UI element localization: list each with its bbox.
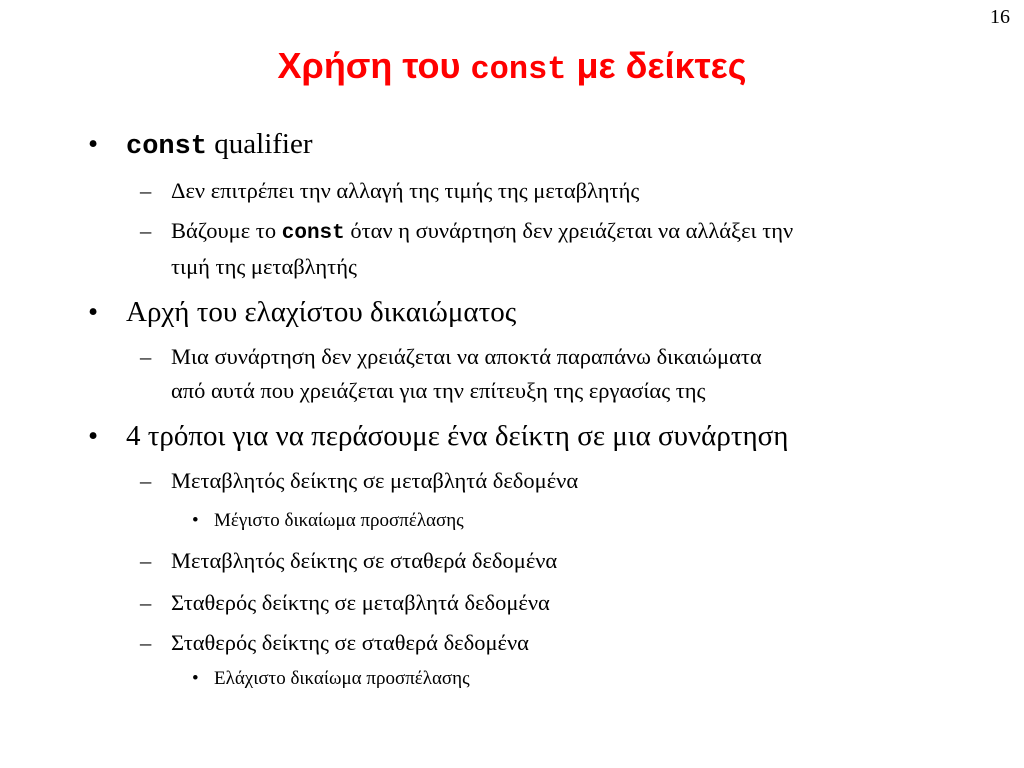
title-text-before: Χρήση του bbox=[277, 45, 461, 86]
bullet-marker: • bbox=[88, 128, 99, 160]
small-bullet-marker: • bbox=[192, 668, 199, 689]
sub-bullet-const-ptr-variable-data: Σταθερός δείκτης σε μεταβλητά δεδομένα bbox=[171, 590, 550, 615]
sub-bullet-text-before: Βάζουμε το bbox=[171, 218, 277, 243]
sub-bullet-code: const bbox=[281, 222, 345, 245]
title-code: const bbox=[470, 51, 567, 88]
sub-bullet-no-change: Δεν επιτρέπει την αλλαγή της τιμής της μεταβλητής bbox=[171, 178, 640, 203]
sub-sub-bullet-max-access: Μέγιστο δικαίωμα προσπέλασης bbox=[214, 510, 464, 531]
bullet-four-ways: 4 τρόποι για να περάσουμε ένα δείκτη σε μια συνάρτηση bbox=[126, 420, 789, 452]
bullet-marker: • bbox=[88, 420, 99, 452]
bullet-const-qualifier bbox=[126, 128, 313, 162]
page-number: 16 bbox=[990, 6, 1010, 28]
bullet-text: qualifier bbox=[214, 128, 313, 160]
dash-marker: – bbox=[140, 630, 152, 655]
dash-marker: – bbox=[140, 344, 152, 369]
bullet-marker: • bbox=[88, 296, 99, 328]
dash-marker: – bbox=[140, 468, 152, 493]
sub-bullet-const-ptr-const-data: Σταθερός δείκτης σε σταθερά δεδομένα bbox=[171, 630, 529, 655]
dash-marker: – bbox=[140, 178, 152, 203]
sub-bullet-text-after: όταν η συνάρτηση δεν χρειάζεται να αλλάξει την bbox=[350, 218, 794, 243]
sub-bullet-use-const-cont: τιμή της μεταβλητής bbox=[171, 254, 357, 279]
dash-marker: – bbox=[140, 548, 152, 573]
title-text-after: με δείκτες bbox=[576, 45, 747, 86]
sub-bullet-variable-ptr-const-data: Μεταβλητός δείκτης σε σταθερά δεδομένα bbox=[171, 548, 558, 573]
bullet-least-privilege: Αρχή του ελαχίστου δικαιώματος bbox=[126, 296, 517, 328]
sub-bullet-use-const bbox=[171, 218, 793, 245]
dash-marker: – bbox=[140, 590, 152, 615]
sub-sub-bullet-min-access: Ελάχιστο δικαίωμα προσπέλασης bbox=[214, 668, 470, 689]
sub-bullet-function-rights-cont: από αυτά που χρειάζεται για την επίτευξη της εργασίας της bbox=[171, 378, 706, 403]
small-bullet-marker: • bbox=[192, 510, 199, 531]
bullet-code: const bbox=[126, 132, 208, 162]
sub-bullet-function-rights: Μια συνάρτηση δεν χρειάζεται να αποκτά παραπάνω δικαιώματα bbox=[171, 344, 762, 369]
dash-marker: – bbox=[140, 218, 152, 243]
sub-bullet-variable-ptr-variable-data: Μεταβλητός δείκτης σε μεταβλητά δεδομένα bbox=[171, 468, 579, 493]
